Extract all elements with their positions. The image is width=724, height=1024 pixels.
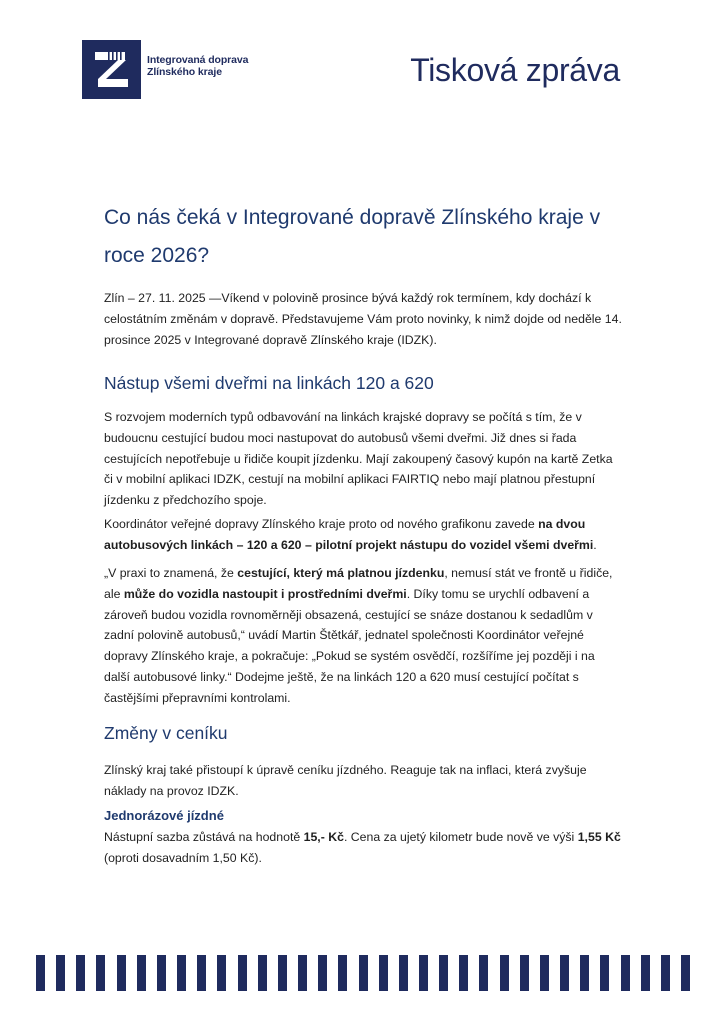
footer-stripe — [278, 955, 287, 991]
logo-line-2: Zlínského kraje — [147, 66, 222, 78]
footer-stripe — [117, 955, 126, 991]
doors-paragraph-3 — [104, 563, 624, 709]
footer-stripe — [359, 955, 368, 991]
logo — [82, 40, 248, 99]
footer-stripe — [177, 955, 186, 991]
bold-span: 15,- Kč — [303, 830, 344, 844]
press-release-title: Tisková zpráva — [410, 52, 620, 88]
sub-heading-single-fare: Jednorázové jízdné — [104, 808, 224, 823]
footer-stripe — [439, 955, 448, 991]
intro-paragraph: Zlín – 27. 11. 2025 —Víkend v polovině prosince bývá každý rok termínem, kdy dochází k celostátním změnám v dopravě. Představujeme Vám proto novinky, k nimž dojde od neděle 14. prosince 2025 v Integrované dopravě Zlínského kraje (IDZK). — [104, 291, 622, 347]
bold-span: 1,55 Kč — [577, 830, 621, 844]
footer-stripe — [621, 955, 630, 991]
bold-span: může do vozidla nastoupit i prostředními dveřmi — [123, 586, 407, 601]
footer-stripe — [338, 955, 347, 991]
footer-stripe — [520, 955, 529, 991]
article-title: Co nás čeká v Integrované dopravě Zlínského kraje v roce 2026? — [104, 206, 601, 267]
footer-stripe — [479, 955, 488, 991]
footer-stripe — [36, 955, 45, 991]
footer-stripe — [298, 955, 307, 991]
footer-stripe — [238, 955, 247, 991]
prices-paragraph-2 — [104, 827, 624, 869]
footer-stripe — [197, 955, 206, 991]
bold-span: cestující, který má platnou jízdenku — [237, 566, 445, 580]
footer-stripe — [318, 955, 327, 991]
text-span: , nemusí stát ve frontě u řidiče, ale — [104, 566, 613, 601]
logo-line-1: Integrovaná doprava — [147, 54, 249, 66]
prices-paragraph-1: Zlínský kraj také přistoupí k úpravě ceníku jízdného. Reaguje tak na inflaci, která zvyšuje náklady na provoz IDZK. — [104, 763, 587, 798]
text-span: Nástupní sazba zůstává na hodnotě — [104, 830, 304, 844]
doors-paragraph-2 — [104, 514, 624, 556]
footer-stripe — [560, 955, 569, 991]
footer-stripe — [137, 955, 146, 991]
footer-stripes — [36, 955, 690, 991]
footer-stripe — [76, 955, 85, 991]
section-heading-prices: Změny v ceníku — [104, 723, 228, 743]
footer-stripe — [500, 955, 509, 991]
footer-stripe — [540, 955, 549, 991]
idzk-logo-icon — [82, 40, 141, 99]
text-span: (oproti dosavadním 1,50 Kč). — [104, 850, 262, 865]
logo-text — [147, 54, 248, 78]
footer-stripe — [459, 955, 468, 991]
text-span: . Cena za ujetý kilometr bude nově ve výši — [343, 830, 578, 844]
text-span: . Díky tomu se urychlí odbavení a zároveň budou vozidla rovnoměrněji obsazená, cestující se snáze dostanou k sedadlům v zadní polovině autobusů,“ uvádí Martin Štětkář, jednatel společnosti Koordinátor veřejné dopravy Zlínského kraje, a pokračuje: „Pokud se systém osvědčí, rozšíříme jej později i na další autobusové linky.“ Dodejme ještě, že na linkách 120 a 620 musí cestující počítat s častějšími přepravními kontrolami. — [104, 586, 595, 705]
footer-stripe — [157, 955, 166, 991]
section-heading-doors: Nástup všemi dveřmi na linkách 120 a 620 — [104, 373, 434, 393]
bold-span: na dvou autobusových linkách – 120 a 620 – pilotní projekt nástupu do vozidel všemi dveřmi — [104, 517, 594, 552]
footer-stripe — [258, 955, 267, 991]
footer-stripe — [217, 955, 226, 991]
footer-stripe — [56, 955, 65, 991]
footer-stripe — [419, 955, 428, 991]
text-span: . — [593, 537, 597, 552]
footer-stripe — [399, 955, 408, 991]
doors-paragraph-1: S rozvojem moderních typů odbavování na linkách krajské dopravy se počítá s tím, že v budoucnu cestující budou moci nastupovat do autobusů všemi dveřmi. Již dnes si řada cestujících nepotřebuje u řidiče koupit jízdenku. Mají zakoupený časový kupón na kartě Zetka či v mobilní aplikaci IDZK, cestují na mobilní aplikaci FAIRTIQ nebo mají platnou přestupní jízdenku z předchozího spoje. — [104, 410, 613, 508]
footer-stripe — [96, 955, 105, 991]
footer-stripe — [379, 955, 388, 991]
footer-stripe — [661, 955, 670, 991]
footer-stripe — [580, 955, 589, 991]
footer-stripe — [681, 955, 690, 991]
text-span: „V praxi to znamená, že — [104, 566, 238, 580]
text-span: Koordinátor veřejné dopravy Zlínského kraje proto od nového grafikonu zavede — [104, 517, 539, 531]
footer-stripe — [600, 955, 609, 991]
footer-stripe — [641, 955, 650, 991]
